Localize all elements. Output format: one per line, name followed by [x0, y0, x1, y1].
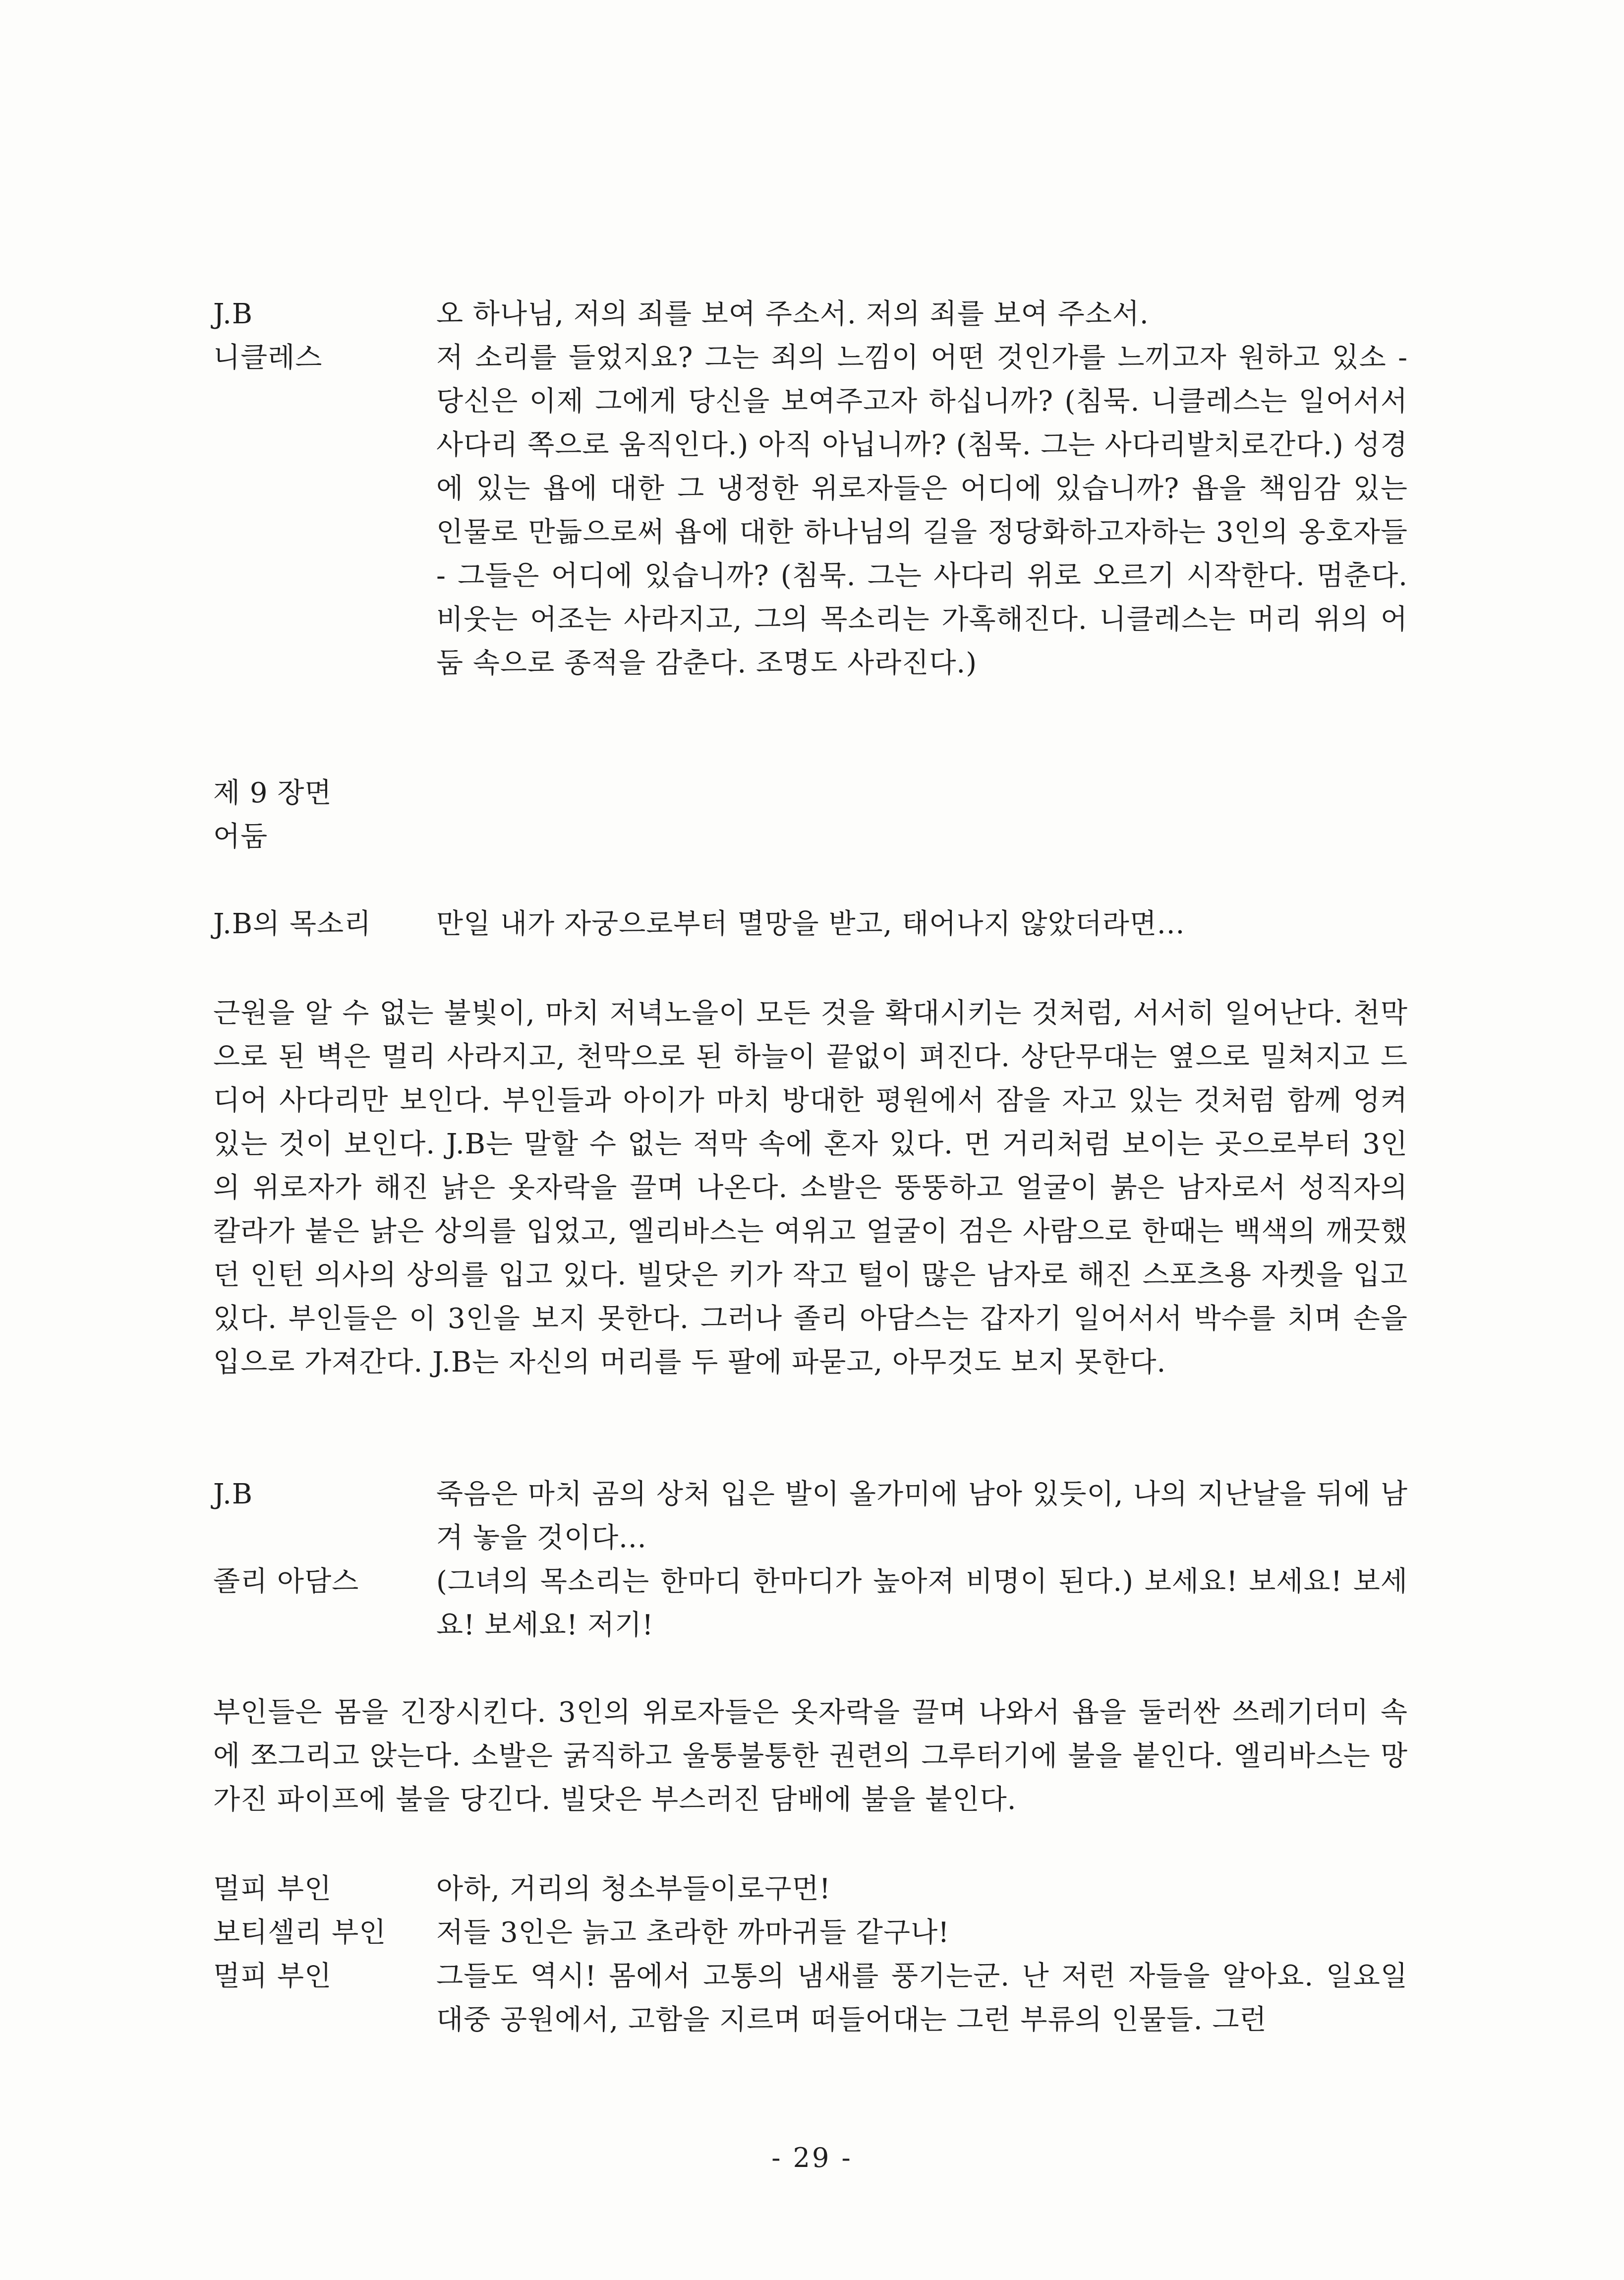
dialogue-line: 저 소리를 들었지요? 그는 죄의 느낌이 어떤 것인가를 느끼고자 원하고 있소 - 당신은 이제 그에게 당신을 보여주고자 하십니까? (침묵. 니클레스는 일어서서 사다리 쪽으로 움직인다.) 아직 아닙니까? (침묵. 그는 사다리발치로간다.) 성경에 있는 욥에 대한 그 냉정한 위로자들은 어디에 있습니까? 욥을 책임감 있는 인물로 만듦으로써 욥에 대한 하나님의 길을 정당화하고자하는 3인의 옹호자들 - 그들은 어디에 있습니까? (침묵. 그는 사다리 위로 오르기 시작한다. 멈춘다. 비웃는 어조는 사라지고, 그의 목소리는 가혹해진다. 니클레스는 머리 위의 어둠 속으로 종적을 감춘다. 조명도 사라진다.) [436, 342, 1408, 679]
stage-direction: 근원을 알 수 없는 불빛이, 마치 저녁노을이 모든 것을 확대시키는 것처럼, 서서히 일어난다. 천막으로 된 벽은 멀리 사라지고, 천막으로 된 하늘이 끝없이 펴진다. 상단무대는 옆으로 밀쳐지고 드디어 사다리만 보인다. 부인들과 아이가 마치 방대한 평원에서 잠을 자고 있는 것처럼 함께 엉켜 있는 것이 보인다. J.B는 말할 수 없는 적막 속에 혼자 있다. 먼 거리처럼 보이는 곳으로부터 3인의 위로자가 해진 낡은 옷자락을 끌며 나온다. 소발은 뚱뚱하고 얼굴이 붉은 남자로서 성직자의 칼라가 붙은 낡은 상의를 입었고, 엘리바스는 여위고 얼굴이 검은 사람으로 한때는 백색의 깨끗했던 인턴 의사의 상의를 입고 있다. 빌닷은 키가 작고 털이 많은 남자로 해진 스포츠용 자켓을 입고 있다. 부인들은 이 3인을 보지 못한다. 그러나 졸리 아담스는 갑자기 일어서서 박수를 치며 손을 입으로 가져간다. J.B는 자신의 머리를 두 팔에 파묻고, 아무것도 보지 못한다. [213, 997, 1408, 1379]
speaker-name: J.B [213, 298, 253, 330]
dialogue-line: 죽음은 마치 곰의 상처 입은 발이 올가미에 남아 있듯이, 나의 지난날을 뒤에 남겨 놓을 것이다... [436, 1478, 1408, 1554]
speaker-name: 멀피 부인 [213, 1960, 332, 1992]
dialogue-line: 아하, 거리의 청소부들이로구먼! [436, 1873, 831, 1905]
scene-subtitle: 어둠 [213, 821, 268, 853]
dialogue-line: 저들 3인은 늙고 초라한 까마귀들 같구나! [436, 1917, 950, 1949]
stage-direction: 부인들은 몸을 긴장시킨다. 3인의 위로자들은 옷자락을 끌며 나와서 욥을 둘러싼 쓰레기더미 속에 쪼그리고 앉는다. 소발은 굵직하고 울퉁불퉁한 권련의 그루터기에 불을 붙인다. 엘리바스는 망가진 파이프에 불을 당긴다. 빌닷은 부스러진 담배에 불을 붙인다. [213, 1696, 1408, 1816]
dialogue-line: 오 하나님, 저의 죄를 보여 주소서. 저의 죄를 보여 주소서. [436, 298, 1149, 330]
dialogue-line: (그녀의 목소리는 한마디 한마디가 높아져 비명이 된다.) 보세요! 보세요! 보세요! 보세요! 저기! [436, 1565, 1408, 1641]
speaker-name: 졸리 아담스 [213, 1565, 359, 1598]
speaker-name: J.B [213, 1478, 253, 1510]
speaker-name: 멀피 부인 [213, 1873, 332, 1905]
dialogue-line: 만일 내가 자궁으로부터 멸망을 받고, 태어나지 않았더라면... [436, 908, 1185, 940]
scene-title: 제 9 장면 [213, 777, 332, 809]
speaker-name: 니클레스 [213, 342, 323, 374]
speaker-name: 보티셀리 부인 [213, 1917, 387, 1949]
dialogue-line: 그들도 역시! 몸에서 고통의 냄새를 풍기는군. 난 저런 자들을 알아요. 일요일 대중 공원에서, 고함을 지르며 떠들어대는 그런 부류의 인물들. 그런 [436, 1960, 1408, 2036]
page-number: - 29 - [771, 2142, 853, 2173]
speaker-name: J.B의 목소리 [213, 908, 372, 940]
